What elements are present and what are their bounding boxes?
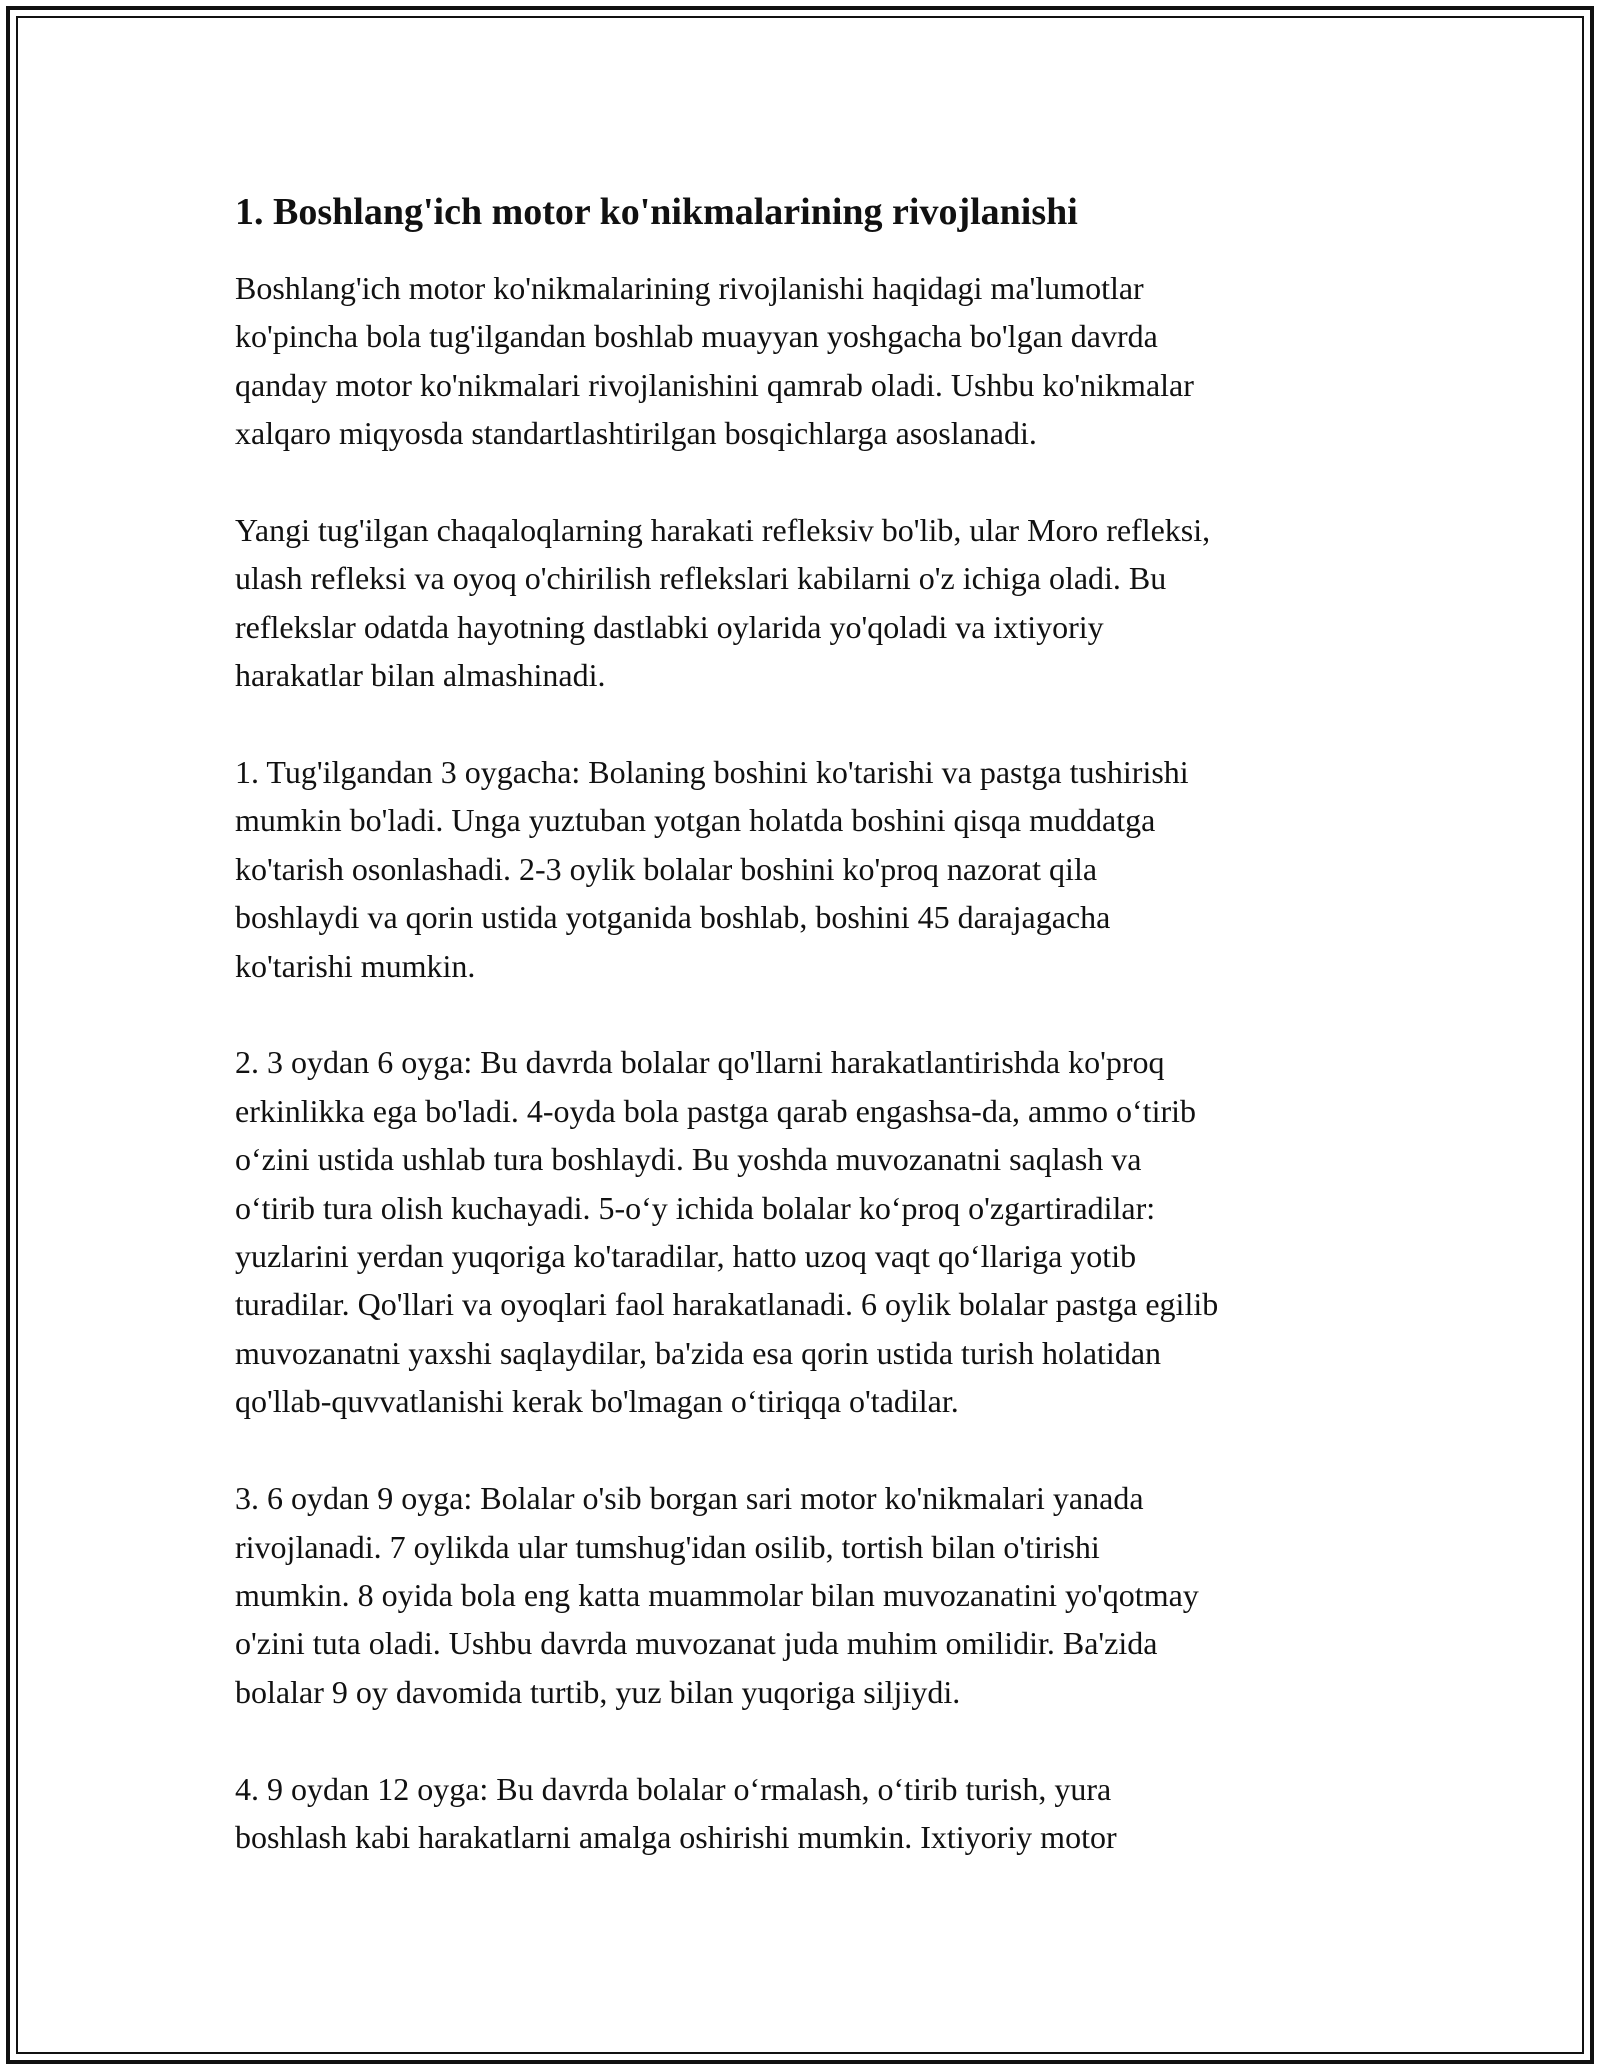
paragraph-stage-6-9-months: 3. 6 oydan 9 oyga: Bolalar o'sib borgan sari motor ko'nikmalari yanada rivojlanadi. 7 oylikda ular tumshug'idan osilib, tortish bilan o'tirishi mumkin. 8 oyida bola eng katta muammolar bilan muvozanatini yo'qotmay o'zini tuta oladi. Ushbu davrda muvozanat juda muhim omilidir. Ba'zida bolalar 9 oy davomida turtib, yuz bilan yuqoriga siljiydi. xyxy=(235,1480,1199,1710)
document-body xyxy=(235,186,1365,1910)
paragraph-stage-0-3-months: 1. Tug'ilgandan 3 oygacha: Bolaning boshini ko'tarishi va pastga tushirishi mumkin bo'ladi. Unga yuztuban yotgan holatda boshini qisqa muddatga ko'tarish osonlashadi. 2-3 oylik bolalar boshini ko'proq nazorat qila boshlaydi va qorin ustida yotganida boshlab, boshini 45 darajagacha ko'tarishi mumkin. xyxy=(235,754,1189,984)
paragraph-stage-3-6-months: 2. 3 oydan 6 oyga: Bu davrda bolalar qo'llarni harakatlantirishda ko'proq erkinlikka ega bo'ladi. 4-oyda bola pastga qarab engashsa-da, ammo o‘tirib o‘zini ustida ushlab tura boshlaydi. Bu yoshda muvozanatni saqlash va o‘tirib tura olish kuchayadi. 5-o‘y ichida bolalar ko‘proq o'zgartiradilar: yuzlarini yerdan yuqoriga ko'taradilar, hatto uzoq vaqt qo‘llariga yotib turadilar. Qo'llari va oyoqlari faol harakatlanadi. 6 oylik bolalar pastga egilib muvozanatni yaxshi saqlaydilar, ba'zida esa qorin ustida turish holatidan qo'llab-quvvatlanishi kerak bo'lmagan o‘tiriqqa o'tadilar. xyxy=(235,1044,1219,1420)
paragraph-intro: Boshlang'ich motor ko'nikmalarining rivojlanishi haqidagi ma'lumotlar ko'pincha bola tug'ilgandan boshlab muayyan yoshgacha bo'lgan davrda qanday motor ko'nikmalari rivojlanishini qamrab oladi. Ushbu ko'nikmalar xalqaro miqyosda standartlashtirilgan bosqichlarga asoslanadi. xyxy=(235,270,1194,452)
paragraph-reflexes: Yangi tug'ilgan chaqaloqlarning harakati refleksiv bo'lib, ular Moro refleksi, ulash refleksi va oyoq o'chirilish reflekslari kabilarni o'z ichiga oladi. Bu reflekslar odatda hayotning dastlabki oylarida yo'qoladi va ixtiyoriy harakatlar bilan almashinadi. xyxy=(235,512,1211,694)
paragraph-stage-9-12-months: 4. 9 oydan 12 oyga: Bu davrda bolalar o‘rmalash, o‘tirib turish, yura boshlash kabi harakatlarni amalga oshirishi mumkin. Ixtiyoriy motor xyxy=(235,1770,1117,1855)
section-heading: 1. Boshlang'ich motor ko'nikmalarining rivojlanishi xyxy=(235,191,1078,233)
